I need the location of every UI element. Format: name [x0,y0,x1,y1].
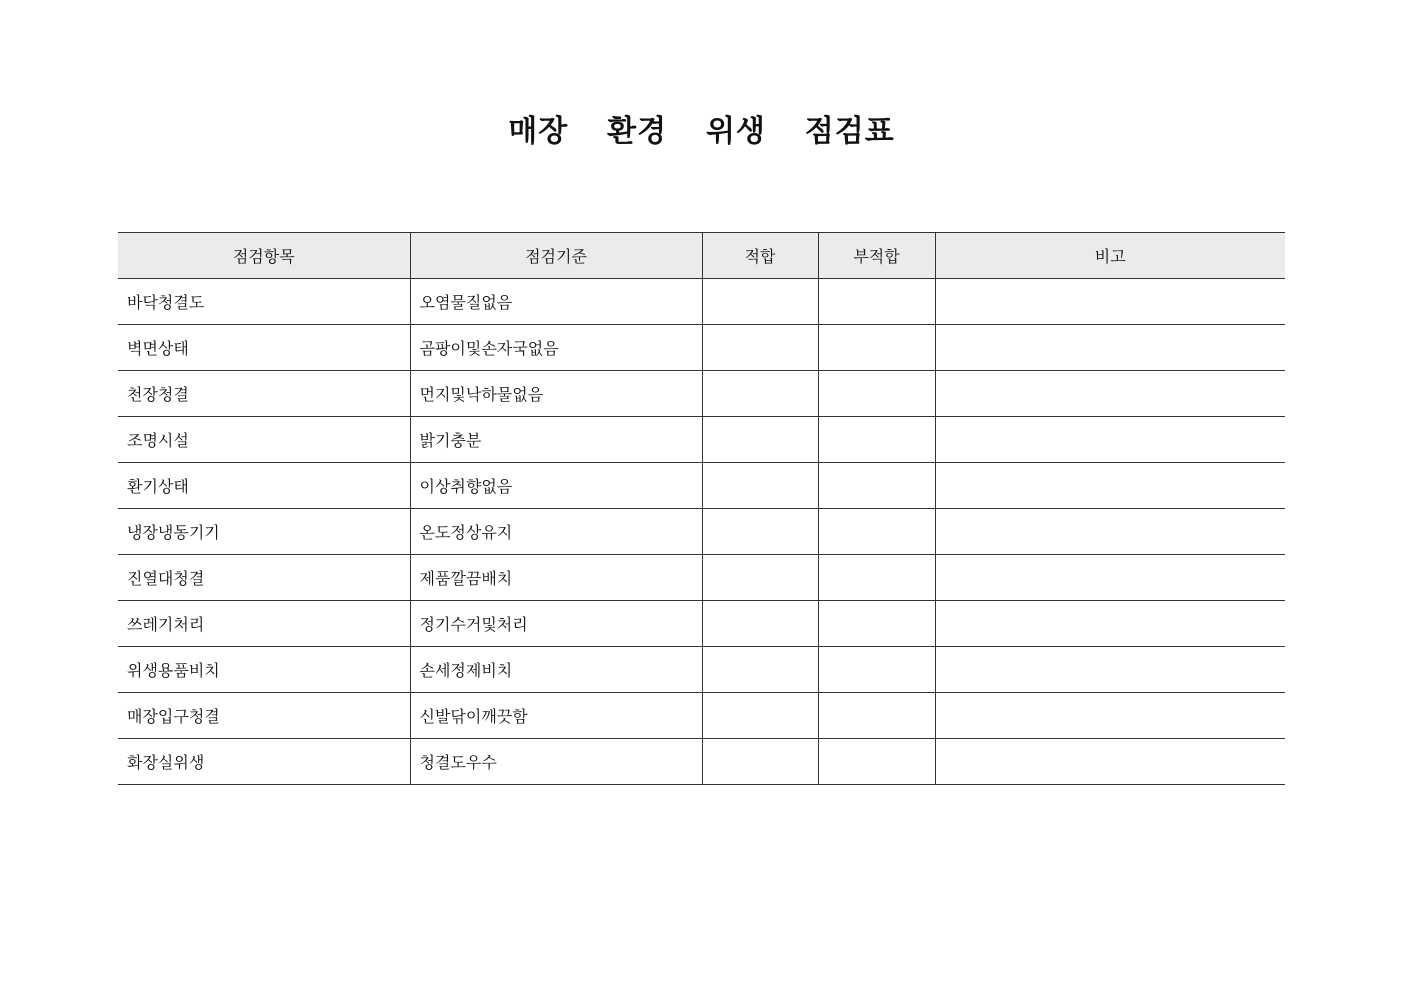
note-cell[interactable] [935,647,1285,693]
criterion-cell: 정기수거및처리 [410,601,702,647]
criterion-cell: 밝기충분 [410,417,702,463]
header-pass: 적합 [702,233,818,279]
fail-cell[interactable] [818,555,935,601]
header-inspection-criterion: 점검기준 [410,233,702,279]
criterion-cell: 신발닦이깨끗함 [410,693,702,739]
table-row [118,601,1285,647]
table-row [118,325,1285,371]
note-cell[interactable] [935,555,1285,601]
inspection-table [118,232,1285,785]
criterion-cell: 청결도우수 [410,739,702,785]
note-cell[interactable] [935,279,1285,325]
note-cell[interactable] [935,509,1285,555]
fail-cell[interactable] [818,647,935,693]
header-fail: 부적합 [818,233,935,279]
criterion-cell: 오염물질없음 [410,279,702,325]
table-header-row [118,233,1285,279]
item-cell: 진열대청결 [118,555,410,601]
table-row [118,739,1285,785]
note-cell[interactable] [935,371,1285,417]
criterion-cell: 곰팡이및손자국없음 [410,325,702,371]
page-title: 매장 환경 위생 점검표 [508,114,895,149]
pass-cell[interactable] [702,371,818,417]
fail-cell[interactable] [818,693,935,739]
note-cell[interactable] [935,739,1285,785]
item-cell: 벽면상태 [118,325,410,371]
criterion-cell: 제품깔끔배치 [410,555,702,601]
fail-cell[interactable] [818,463,935,509]
item-cell: 매장입구청결 [118,693,410,739]
table-row [118,555,1285,601]
fail-cell[interactable] [818,509,935,555]
header-note: 비고 [935,233,1285,279]
table-row [118,417,1285,463]
criterion-cell: 온도정상유지 [410,509,702,555]
table-row [118,647,1285,693]
fail-cell[interactable] [818,739,935,785]
note-cell[interactable] [935,693,1285,739]
table-row [118,371,1285,417]
item-cell: 쓰레기처리 [118,601,410,647]
item-cell: 냉장냉동기기 [118,509,410,555]
item-cell: 천장청결 [118,371,410,417]
pass-cell[interactable] [702,325,818,371]
pass-cell[interactable] [702,693,818,739]
note-cell[interactable] [935,417,1285,463]
pass-cell[interactable] [702,463,818,509]
pass-cell[interactable] [702,417,818,463]
fail-cell[interactable] [818,279,935,325]
pass-cell[interactable] [702,555,818,601]
fail-cell[interactable] [818,325,935,371]
table-body [118,279,1285,785]
pass-cell[interactable] [702,279,818,325]
fail-cell[interactable] [818,601,935,647]
note-cell[interactable] [935,325,1285,371]
fail-cell[interactable] [818,371,935,417]
item-cell: 바닥청결도 [118,279,410,325]
item-cell: 환기상태 [118,463,410,509]
table-row [118,509,1285,555]
header-inspection-item: 점검항목 [118,233,410,279]
pass-cell[interactable] [702,647,818,693]
criterion-cell: 이상취향없음 [410,463,702,509]
fail-cell[interactable] [818,417,935,463]
pass-cell[interactable] [702,601,818,647]
note-cell[interactable] [935,601,1285,647]
criterion-cell: 손세정제비치 [410,647,702,693]
item-cell: 조명시설 [118,417,410,463]
table-row [118,279,1285,325]
item-cell: 화장실위생 [118,739,410,785]
table-row [118,463,1285,509]
pass-cell[interactable] [702,509,818,555]
pass-cell[interactable] [702,739,818,785]
item-cell: 위생용품비치 [118,647,410,693]
table-row [118,693,1285,739]
criterion-cell: 먼지및낙하물없음 [410,371,702,417]
note-cell[interactable] [935,463,1285,509]
